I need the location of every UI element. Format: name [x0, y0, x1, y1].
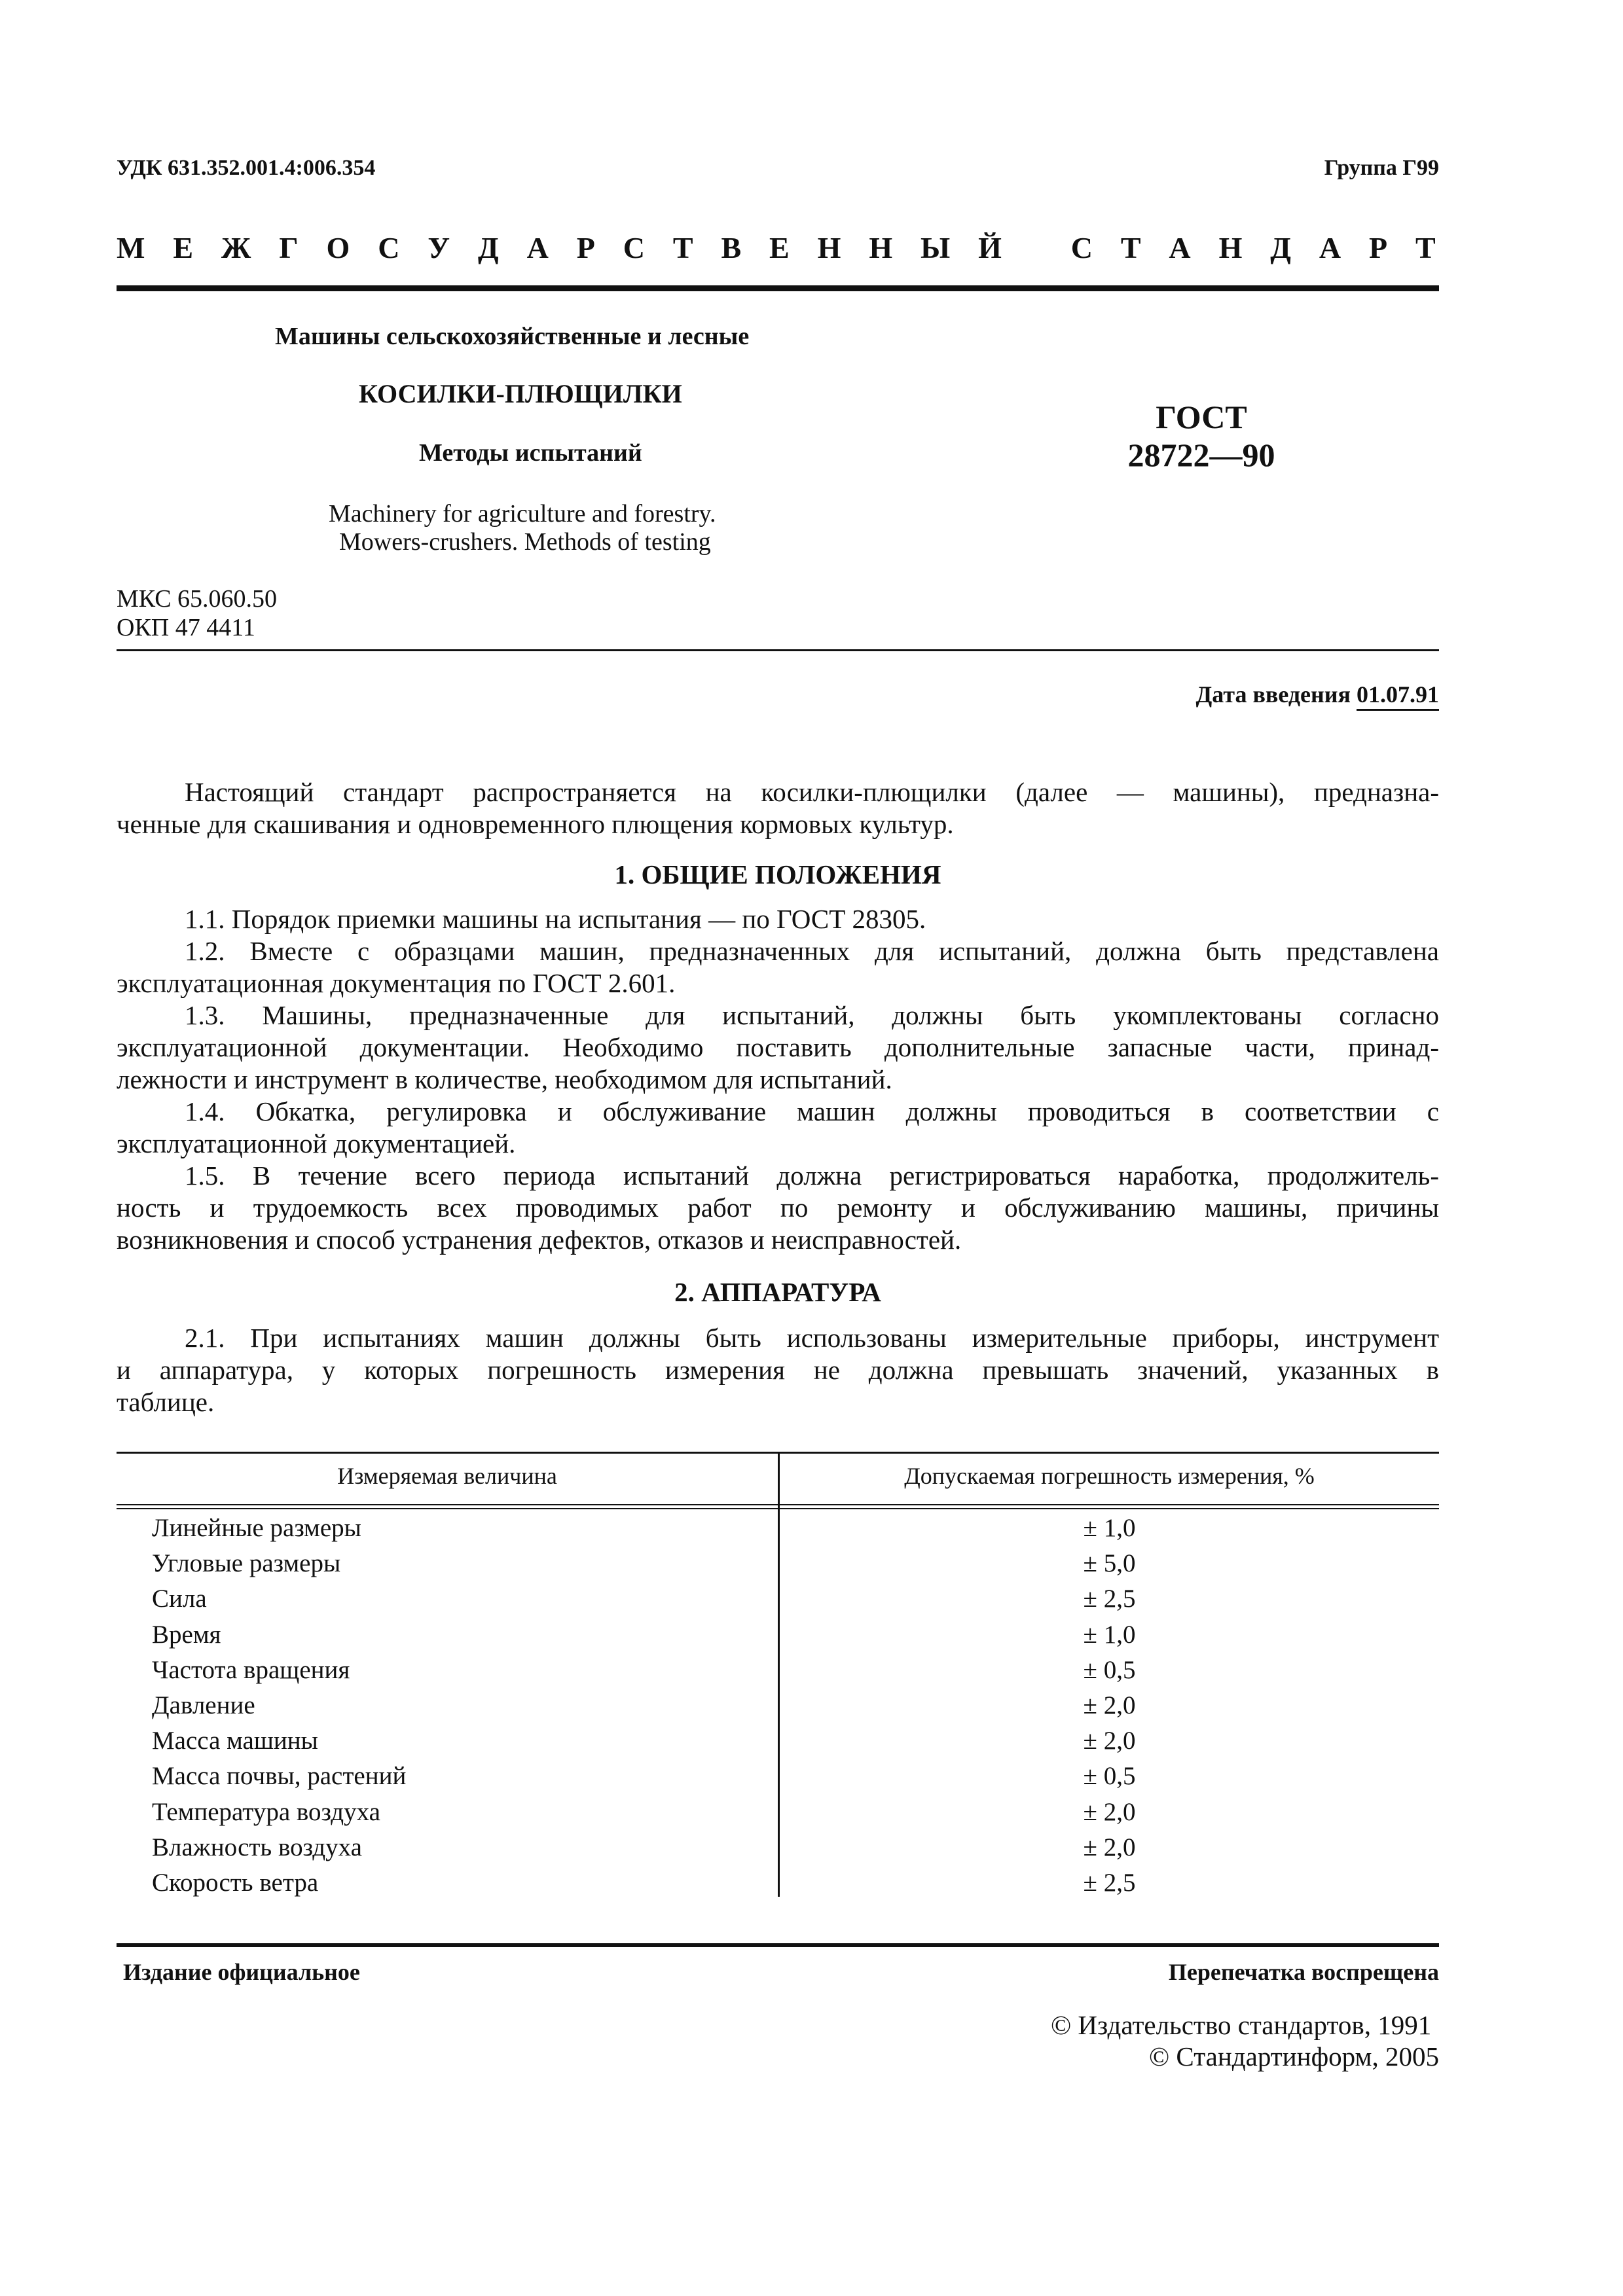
heading-letter: Е — [173, 231, 194, 264]
heading-letter: Т — [1415, 231, 1436, 264]
document-name: КОСИЛКИ-ПЛЮЩИЛКИ — [359, 379, 682, 408]
copyright-block — [1051, 2009, 1439, 2072]
heading-letter: Р — [1368, 231, 1388, 264]
table-cell-quantity: Частота вращения — [152, 1656, 350, 1684]
paragraph-line: и аппаратура, у которых погрешность измерения не должна превышать значений, указанных в — [117, 1355, 1439, 1385]
okp-code: ОКП 47 4411 — [117, 614, 255, 641]
table-cell-quantity: Температура воздуха — [152, 1798, 380, 1826]
table-cell-quantity: Сила — [152, 1585, 207, 1613]
paragraph-line: 2.1. При испытаниях машин должны быть использованы измерительные приборы, инструмент — [185, 1323, 1439, 1353]
table-cell-quantity: Скорость ветра — [152, 1869, 319, 1897]
table-cell-quantity: Влажность воздуха — [152, 1833, 362, 1861]
table-header-rule — [117, 1504, 1439, 1505]
mks-code: МКС 65.060.50 — [117, 585, 278, 613]
heading-letter: В — [721, 231, 742, 264]
paragraph-line: лежности и инструмент в количестве, необходимом для испытаний. — [117, 1064, 892, 1094]
official-edition: Издание официальное — [123, 1959, 360, 1985]
reprint-prohibited: Перепечатка воспрещена — [1168, 1959, 1439, 1985]
date-label: Дата введения — [1195, 681, 1351, 708]
heading-letter: А — [1319, 231, 1341, 264]
english-title-line1: Machinery for agriculture and forestry. — [329, 500, 716, 528]
category-title: Машины сельскохозяйственные и лесные — [275, 323, 750, 350]
heading-letter: М — [117, 231, 145, 264]
table-cell-error: ± 2,0 — [1083, 1798, 1136, 1826]
table-cell-error: ± 1,0 — [1083, 1514, 1136, 1542]
table-cell-quantity: Давление — [152, 1691, 255, 1719]
heading-letter: Ж — [221, 231, 251, 264]
table-cell-quantity: Масса почвы, растений — [152, 1762, 407, 1790]
paragraph-line: 1.4. Обкатка, регулировка и обслуживание машин должны проводиться в соответствии с — [185, 1096, 1439, 1126]
table-cell-error: ± 2,0 — [1083, 1691, 1136, 1719]
table-cell-quantity: Линейные размеры — [152, 1514, 361, 1542]
paragraph-line: эксплуатационной документацией. — [117, 1128, 516, 1158]
heading-letter: У — [428, 231, 450, 264]
heading-letter: Т — [1120, 231, 1141, 264]
heading-letter: О — [326, 231, 350, 264]
table-cell-quantity: Время — [152, 1621, 221, 1649]
table-cell-error: ± 2,5 — [1083, 1869, 1136, 1897]
date-value: 01.07.91 — [1357, 681, 1439, 711]
heading-letter: Н — [1218, 231, 1243, 264]
table-cell-quantity: Масса машины — [152, 1727, 318, 1755]
heading-letter: С — [623, 231, 645, 264]
footer-rule — [117, 1943, 1439, 1947]
table-header-measured-quantity: Измеряемая величина — [337, 1463, 557, 1489]
paragraph-line: эксплуатационной документации. Необходимо поставить дополнительные запасные части, принад- — [117, 1032, 1439, 1062]
paragraph-line: ность и трудоемкость всех проводимых работ по ремонту и обслуживанию машины, причины — [117, 1193, 1439, 1223]
heading-letter: Д — [478, 231, 499, 264]
paragraph-line: 1.5. В течение всего периода испытаний должна регистрироваться наработка, продолжитель- — [185, 1160, 1439, 1191]
heading-letter: С — [1070, 231, 1093, 264]
paragraph-line: 1.2. Вместе с образцами машин, предназначенных для испытаний, должна быть представлена — [185, 936, 1439, 966]
table-header-rule — [117, 1508, 1439, 1509]
section2-body — [117, 1322, 1439, 1418]
table-cell-error: ± 2,5 — [1083, 1585, 1136, 1613]
copyright-line: © Стандартинформ, 2005 — [1149, 2041, 1439, 2072]
table-cell-error: ± 2,0 — [1083, 1833, 1136, 1861]
intro-line: Настоящий стандарт распространяется на косилки-плющилки (далее — машины), предназна- — [185, 777, 1439, 807]
paragraph-line: 1.1. Порядок приемки машины на испытания — по ГОСТ 28305. — [185, 904, 926, 934]
group-code: Группа Г99 — [1324, 156, 1439, 180]
intro-line: ченные для скашивания и одновременного плющения кормовых культур. — [117, 809, 954, 839]
table-cell-quantity: Угловые размеры — [152, 1549, 341, 1577]
section2-title: 2. АППАРАТУРА — [674, 1277, 881, 1307]
heading-letter: Е — [769, 231, 790, 264]
paragraph-line: возникновения и способ устранения дефектов, отказов и неисправностей. — [117, 1225, 962, 1255]
standard-type-heading — [117, 230, 1436, 265]
header-rule — [117, 285, 1439, 291]
english-title-line2: Mowers-crushers. Methods of testing — [339, 528, 711, 556]
paragraph-line: таблице. — [117, 1387, 215, 1417]
heading-letter: Ы — [921, 231, 951, 264]
table-cell-error: ± 1,0 — [1083, 1621, 1136, 1649]
gost-designation — [1113, 398, 1290, 474]
paragraph-line: 1.3. Машины, предназначенные для испытаний, должны быть укомплектованы согласно — [185, 1000, 1439, 1030]
heading-letter: А — [1169, 231, 1191, 264]
gost-label: ГОСТ — [1156, 399, 1247, 435]
heading-letter: С — [378, 231, 400, 264]
heading-letter: Й — [978, 231, 1002, 264]
heading-letter: Т — [672, 231, 693, 264]
intro-paragraph — [117, 776, 1439, 840]
paragraph-line: эксплуатационная документация по ГОСТ 2.601. — [117, 968, 676, 998]
heading-letter: Р — [576, 231, 595, 264]
heading-letter: Н — [869, 231, 893, 264]
heading-letter: Н — [817, 231, 841, 264]
section1-title: 1. ОБЩИЕ ПОЛОЖЕНИЯ — [614, 859, 941, 889]
document-subtitle: Методы испытаний — [419, 439, 642, 467]
heading-letter: А — [526, 231, 549, 264]
heading-letter: Д — [1270, 231, 1291, 264]
gost-number: 28722—90 — [1127, 437, 1275, 473]
heading-letter: Г — [279, 231, 299, 264]
table-cell-error: ± 2,0 — [1083, 1727, 1136, 1755]
heading-gap — [1030, 230, 1043, 265]
section1-body — [117, 903, 1439, 1256]
title-block-rule — [117, 649, 1439, 651]
table-cell-error: ± 0,5 — [1083, 1656, 1136, 1684]
udk-code: УДК 631.352.001.4:006.354 — [117, 156, 376, 180]
copyright-line: © Издательство стандартов, 1991 — [1051, 2010, 1432, 2040]
table-cell-error: ± 5,0 — [1083, 1549, 1136, 1577]
table-header-allowed-error: Допускаемая погрешность измерения, % — [904, 1463, 1315, 1489]
table-cell-error: ± 0,5 — [1083, 1762, 1136, 1790]
introduction-date — [1196, 681, 1440, 708]
